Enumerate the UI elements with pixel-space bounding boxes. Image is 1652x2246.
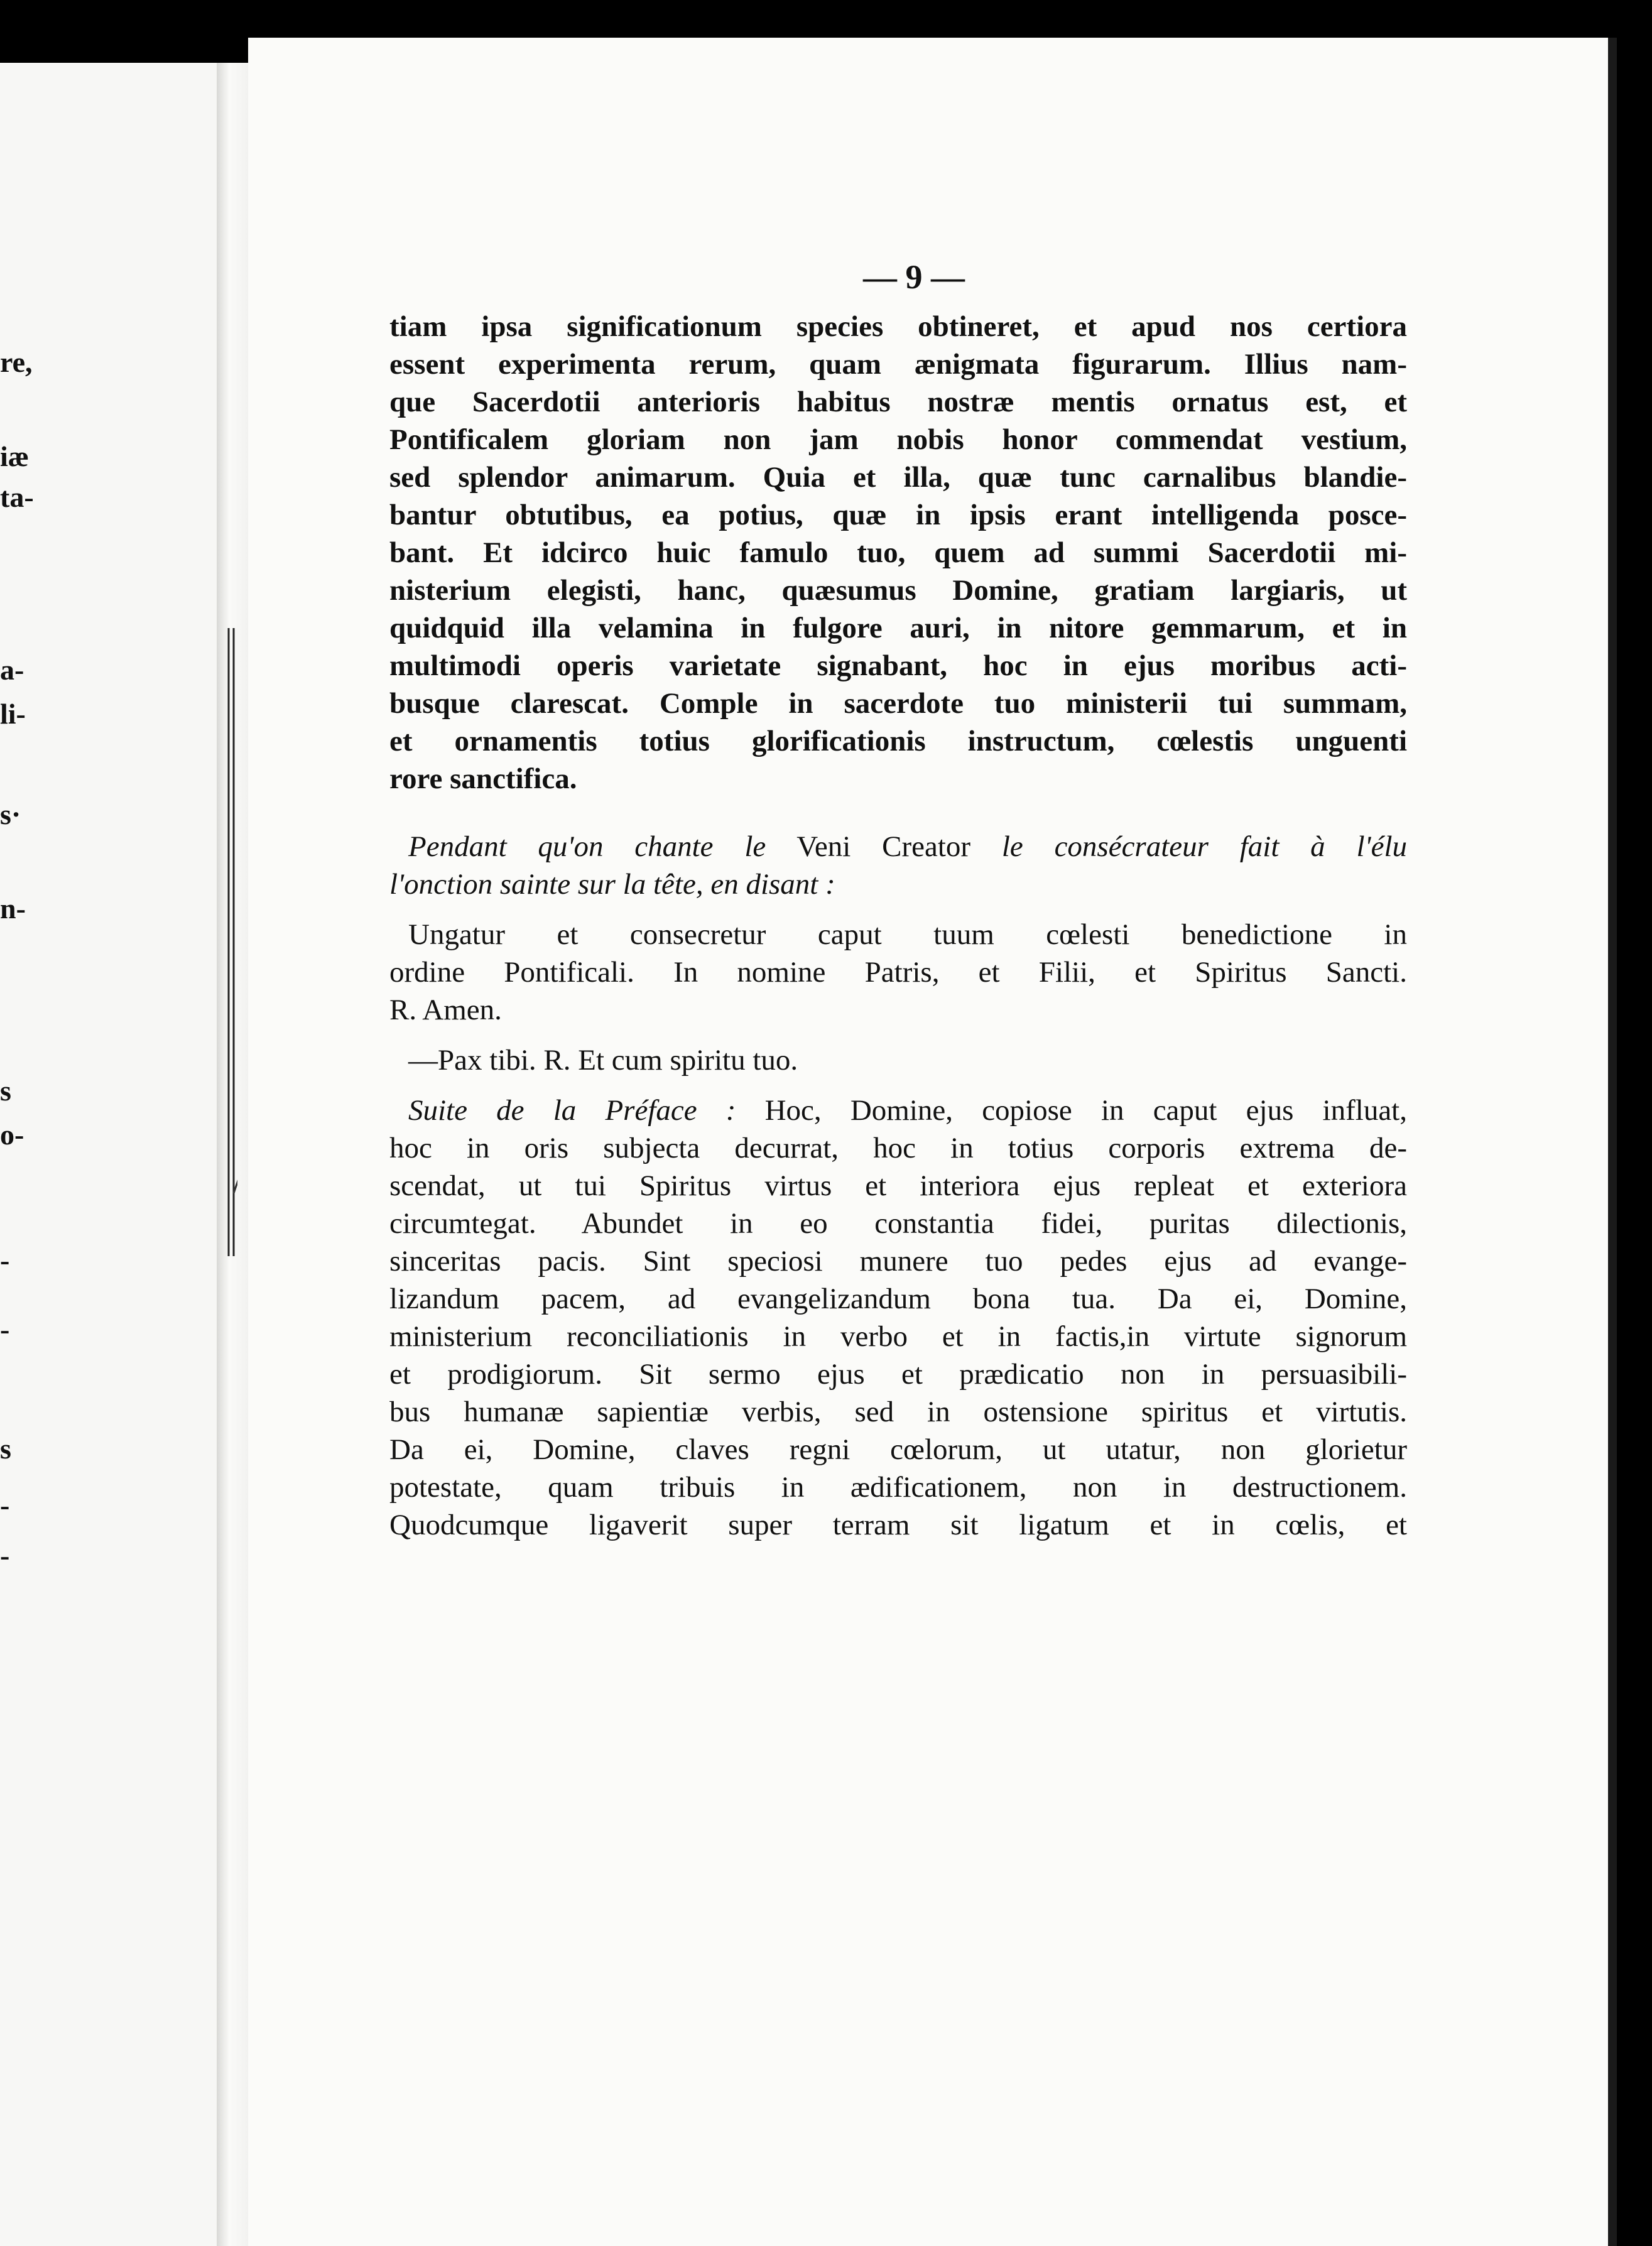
rubric-line [389,828,1407,865]
rubric-text: le consécrateur fait à l'élu [1001,830,1407,863]
left-fragment: - [0,1313,10,1345]
text-line: R. Amen. [389,994,502,1026]
rubric-veni-creator [389,828,1407,903]
text-line: bant. Et idcirco huic famulo tuo, quem ad summi Sacerdotii mi- [389,536,1407,569]
text-line: ordine Pontificali. In nomine Patris, et Filii, et Spiritus Sancti. [389,956,1407,989]
page-edge-shadow [1608,38,1617,2246]
left-page-fragment [0,63,217,2246]
consecration-prayer-paragraph [389,308,1407,798]
left-fragment: - [0,1539,10,1571]
preface-label: Suite de la Préface : [408,1094,736,1127]
text-line: potestate, quam tribuis in ædificationem, non in destructionem. [389,1471,1407,1504]
left-fragment: - [0,1244,10,1276]
left-fragment: a- [0,654,24,686]
left-fragment: iæ [0,440,29,472]
rubric-text: Pendant qu'on chante le [408,830,766,863]
text-line: quidquid illa velamina in fulgore auri, in nitore gemmarum, et in [389,612,1407,644]
left-fragment: li- [0,698,26,730]
left-fragment: n- [0,892,26,925]
preface-continuation [389,1092,1407,1544]
left-fragment: s· [0,798,21,830]
left-page-text-fragments [0,63,63,2246]
page-body-text [389,308,1407,1544]
text-line: busque clarescat. Comple in sacerdote tuo ministerii tui summam, [389,687,1407,720]
pax-response: —Pax tibi. R. Et cum spiritu tuo. [408,1044,798,1077]
text-line: sinceritas pacis. Sint speciosi munere tuo pedes ejus ad evange- [389,1245,1407,1278]
text-line: que Sacerdotii anterioris habitus nostræ mentis ornatus est, et [389,386,1407,418]
text-line: Pontificalem gloriam non jam nobis honor commendat vestium, [389,423,1407,456]
left-fragment: - [0,1489,10,1521]
text-line: Ungatur et consecretur caput tuum cœlesti benedictione in [408,918,1407,951]
text-line: Da ei, Domine, claves regni cœlorum, ut utatur, non glorietur [389,1433,1407,1466]
text-line: nisterium elegisti, hanc, quæsumus Domine, gratiam largiaris, ut [389,574,1407,607]
text-line: bantur obtutibus, ea potius, quæ in ipsis erant intelligenda posce- [389,499,1407,531]
left-fragment: o- [0,1119,24,1151]
rubric-hymn-title: Veni Creator [796,830,971,863]
text-line: Quodcumque ligaverit super terram sit ligatum et in cœlis, et [389,1509,1407,1541]
text-line: ministerium reconciliationis in verbo et in factis,in virtute signorum [389,1320,1407,1353]
text-line: hoc in oris subjecta decurrat, hoc in totius corporis extrema de- [389,1132,1407,1164]
left-fragment: s [0,1075,11,1107]
left-fragment: ta- [0,481,34,513]
text-line: bus humanæ sapientiæ verbis, sed in ostensione spiritus et virtutis. [389,1396,1407,1428]
text-line: tiam ipsa significationum species obtineret, et apud nos certiora [389,310,1407,343]
text-line: et ornamentis totius glorificationis instructum, cœlestis unguenti [389,725,1407,757]
left-fragment: re, [0,346,33,378]
text-line: multimodi operis varietate signabant, hoc in ejus moribus acti- [389,649,1407,682]
text-line: essent experimenta rerum, quam ænigmata figurarum. Illius nam- [389,348,1407,381]
text-line: rore sanctifica. [389,762,577,795]
text-line [389,1092,1407,1129]
binding-thread [225,628,237,1256]
page-number: — 9 — [863,258,965,296]
text-line: lizandum pacem, ad evangelizandum bona tua. Da ei, Domine, [389,1283,1407,1315]
anointing-formula [389,916,1407,1029]
text-line: sed splendor animarum. Quia et illa, quæ tunc carnalibus blandie- [389,461,1407,494]
text-line: et prodigiorum. Sit sermo ejus et prædicatio non in persuasibili- [389,1358,1407,1391]
text-line: circumtegat. Abundet in eo constantia fidei, puritas dilectionis, [389,1207,1407,1240]
rubric-line: l'onction sainte sur la tête, en disant : [389,868,835,901]
left-fragment: s [0,1433,11,1465]
text-line: scendat, ut tui Spiritus virtus et interiora ejus repleat et exteriora [389,1169,1407,1202]
preface-first-text: Hoc, Domine, copiose in caput ejus influat, [764,1094,1407,1127]
